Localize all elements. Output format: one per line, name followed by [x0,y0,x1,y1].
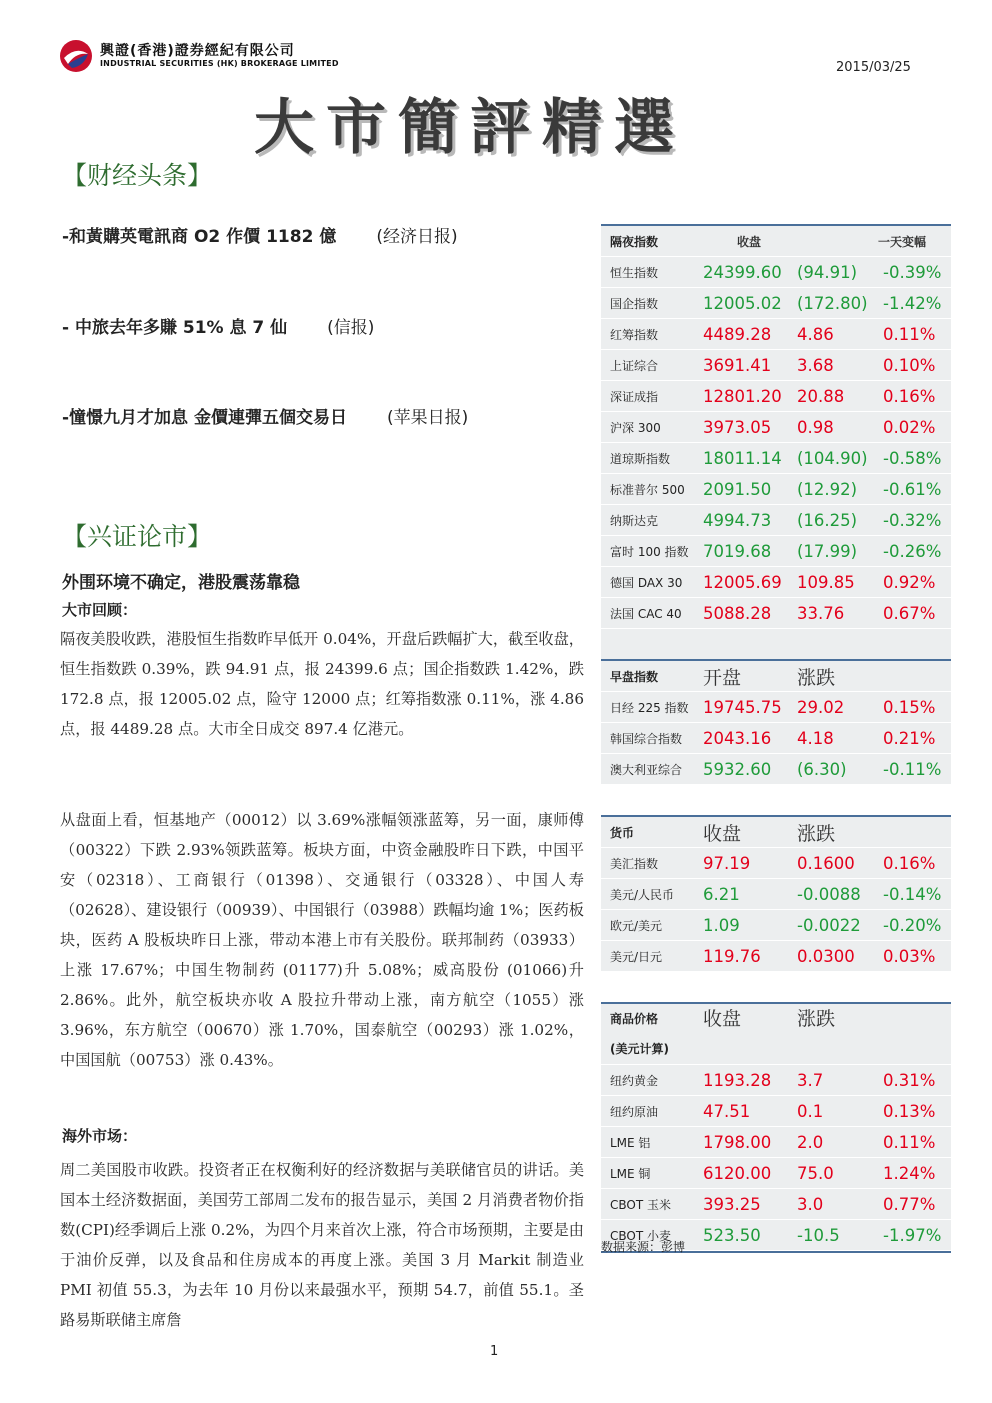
table-spacer [601,629,951,659]
sector-review-paragraph: 从盘面上看，恒基地产（00012）以 3.69%涨幅领涨蓝筹，另一面，康师傅（00322）下跌 2.93%领跌蓝筹。板块方面，中资金融股昨日下跌，中国平安（02318）、工商银行（01398）、交通银行（03328）、中国人寿（02628）、建设银行（00939）、中国银行（03988）跌幅均逾 1%；医药板块，医药 A 股板块昨日上涨，带动本港上市有关股份。联邦制药（03933）上涨 17.67%；中国生物制药 (01177)升 5.08%；威高股份 (01066)升 2.86%。此外，航空板块亦收 A 股拉升带动上涨，南方航空（1055）涨 3.96%，东方航空（00670）涨 1.70%，国泰航空（00293）涨 1.02%，中国国航（00753）涨 0.43%。 [60,811,584,1069]
table-row [601,1189,951,1220]
row-pct-cell: 1.24% [883,1163,936,1183]
row-name-cell: 美元/日元 [610,949,663,964]
header-cell: 涨跌 [797,822,836,845]
row-close-cell: 5088.28 [703,603,772,623]
row-change-cell: 2.0 [797,1132,824,1152]
row-close-cell: 4994.73 [703,510,772,530]
row-change-cell: -0.0088 [797,884,861,904]
row-pct-cell: 0.67% [883,603,936,623]
report-date: 2015/03/25 [836,60,911,75]
row-close-cell: 3973.05 [703,417,772,437]
header-note: (美元计算) [610,1042,669,1056]
company-logo-icon [58,38,94,74]
row-close-cell: 12801.20 [703,386,782,406]
row-close-cell: 47.51 [703,1101,751,1121]
headline-source: (苹果日报) [386,408,469,428]
table-row [601,288,951,319]
table-row [601,536,951,567]
row-close-cell: 12005.69 [703,572,782,592]
row-pct-cell: -0.58% [883,448,942,468]
table-header-row [601,817,951,848]
row-change-cell: -0.0022 [797,915,861,935]
row-change-cell: 4.86 [797,324,834,344]
page-title: 大市簡評精選 [254,93,686,163]
row-change-cell: 3.0 [797,1194,824,1214]
morning-rows [601,692,951,785]
row-pct-cell: -0.61% [883,479,942,499]
row-name-cell: 恒生指数 [610,265,659,280]
overnight-rows [601,257,951,629]
table-row [601,941,951,972]
row-pct-cell: 0.21% [883,728,936,748]
row-close-cell: 6120.00 [703,1163,772,1183]
row-change-cell: 0.1600 [797,853,855,873]
header-cell: 商品价格 [610,1012,659,1026]
row-close-cell: 97.19 [703,853,751,873]
row-pct-cell: 0.03% [883,946,936,966]
row-close-cell: 1193.28 [703,1070,772,1090]
row-name-cell: CBOT 玉米 [610,1197,671,1212]
row-change-cell: 33.76 [797,603,845,623]
header-cell: 早盘指数 [610,669,659,684]
row-name-cell: LME 铝 [610,1135,651,1150]
header-cell: 收盘 [736,234,761,249]
table-row [601,1065,951,1096]
header-cell: 隔夜指数 [610,234,659,249]
headline-text: -和黃購英電訊商 O2 作價 1182 億 [62,227,337,247]
page-number: 1 [490,1344,499,1359]
row-change-cell: 20.88 [797,386,845,406]
table-row [601,692,951,723]
header-cell: 收盘 [703,822,742,845]
row-pct-cell: -0.39% [883,262,942,282]
table-row [601,350,951,381]
news-section-title: 【财经头条】 [62,161,213,190]
row-name-cell: 韩国综合指数 [610,731,683,746]
headline-text: -憧憬九月才加息 金價連彈五個交易日 [62,408,347,428]
table-header-row [601,1004,951,1065]
company-name-en: INDUSTRIAL SECURITIES (HK) BROKERAGE LIMITED [100,59,339,68]
table-row [601,381,951,412]
table-row [601,754,951,785]
row-change-cell: 0.98 [797,417,834,437]
row-close-cell: 5932.60 [703,759,772,779]
header-cell: 一天变幅 [877,234,926,249]
commodity-block [601,1002,951,1253]
table-row [601,910,951,941]
row-change-cell: (17.99) [797,541,858,561]
row-pct-cell: -0.14% [883,884,942,904]
table-row [601,1158,951,1189]
row-change-cell: 3.68 [797,355,834,375]
row-pct-cell: -0.32% [883,510,942,530]
row-close-cell: 12005.02 [703,293,782,313]
headline-text: - 中旅去年多賺 51% 息 7 仙 [62,318,288,338]
row-pct-cell: -0.20% [883,915,942,935]
row-change-cell: 4.18 [797,728,834,748]
table-row [601,598,951,629]
commodity-rows [601,1065,951,1251]
row-name-cell: 美元/人民币 [610,887,675,902]
row-change-cell: (104.90) [797,448,868,468]
row-close-cell: 19745.75 [703,697,782,717]
row-name-cell: 标准普尔 500 [610,482,685,497]
row-name-cell: 纽约黄金 [610,1073,659,1088]
table-row [601,567,951,598]
market-review-paragraph: 隔夜美股收跌，港股恒生指数昨早低开 0.04%，开盘后跌幅扩大，截至收盘，恒生指数跌 0.39%，跌 94.91 点，报 24399.6 点；国企指数跌 1.42%，跌 172.8 点，报 12005.02 点，险守 12000 点；红筹指数涨 0.11%，涨 4.86 点，报 4489.28 点。大市全日成交 897.4 亿港元。 [60,630,584,738]
row-change-cell: (16.25) [797,510,858,530]
row-close-cell: 1.09 [703,915,740,935]
overseas-market-paragraph: 周二美国股市收跌。投资者正在权衡利好的经济数据与美联储官员的讲话。美国本土经济数据面，美国劳工部周二发布的报告显示，美国 2 月消费者物价指数(CPI)经季调后上涨 0.2%，为四个月来首次上涨，符合市场预期，主要是由于油价反弹，以及食品和住房成本的再度上涨。美国 3 月 Markit 制造业 PMI 初值 55.3，为去年 10 月份以来最强水平，预期 54.7，前值 55.1。圣路易斯联储主席詹 [60,1161,584,1329]
market-data-table [601,224,951,1253]
table-row [601,257,951,288]
row-change-cell: -10.5 [797,1225,840,1245]
row-name-cell: 富时 100 指数 [610,544,689,559]
row-name-cell: 澳大利亚综合 [610,762,683,777]
row-name-cell: 德国 DAX 30 [610,575,683,590]
row-pct-cell: 0.11% [883,1132,936,1152]
currency-rows [601,848,951,972]
row-pct-cell: 0.13% [883,1101,936,1121]
header-cell: 涨跌 [797,1008,836,1030]
table-row [601,1127,951,1158]
table-row [601,443,951,474]
headline-item [62,222,458,247]
row-close-cell: 24399.60 [703,262,782,282]
row-change-cell: (6.30) [797,759,847,779]
row-change-cell: (12.92) [797,479,858,499]
row-name-cell: 深证成指 [610,389,659,404]
row-change-cell: 75.0 [797,1163,834,1183]
row-pct-cell: 0.11% [883,324,936,344]
row-name-cell: 红筹指数 [610,327,659,342]
row-change-cell: 3.7 [797,1070,824,1090]
headline-source: (经济日报) [376,227,458,247]
row-close-cell: 393.25 [703,1194,761,1214]
row-name-cell: 纳斯达克 [610,513,659,528]
row-pct-cell: 0.16% [883,853,936,873]
row-close-cell: 4489.28 [703,324,772,344]
table-row [601,505,951,536]
row-close-cell: 523.50 [703,1225,761,1245]
row-pct-cell: -1.97% [883,1225,942,1245]
table-row [601,879,951,910]
row-close-cell: 6.21 [703,884,740,904]
row-pct-cell: 0.31% [883,1070,936,1090]
row-name-cell: 沪深 300 [610,420,661,435]
row-change-cell: 0.1 [797,1101,824,1121]
row-pct-cell: -0.11% [883,759,942,779]
row-name-cell: LME 铜 [610,1166,651,1181]
row-name-cell: CBOT 小麦 [610,1228,671,1243]
row-pct-cell: -0.26% [883,541,942,561]
row-close-cell: 119.76 [703,946,761,966]
company-name-cn: 興證(香港)證券經紀有限公司 [100,43,295,59]
table-row [601,412,951,443]
row-pct-cell: 0.15% [883,697,936,717]
table-row [601,474,951,505]
row-name-cell: 法国 CAC 40 [610,606,682,621]
table-row [601,723,951,754]
commentary-section-title: 【兴证论市】 [62,522,213,551]
row-name-cell: 欧元/美元 [610,918,663,933]
row-close-cell: 2043.16 [703,728,772,748]
headline-item [62,313,374,338]
header-cell: 收盘 [703,1008,742,1030]
row-change-cell: (172.80) [797,293,868,313]
row-close-cell: 2091.50 [703,479,772,499]
table-row [601,848,951,879]
row-pct-cell: 0.77% [883,1194,936,1214]
headline-item [62,403,468,428]
row-close-cell: 1798.00 [703,1132,772,1152]
row-name-cell: 纽约原油 [610,1104,659,1119]
table-header-row [601,661,951,692]
row-pct-cell: 0.16% [883,386,936,406]
row-change-cell: 0.0300 [797,946,855,966]
morning-index-block [601,659,951,785]
row-change-cell: 109.85 [797,572,855,592]
table-row [601,1096,951,1127]
row-close-cell: 7019.68 [703,541,772,561]
row-name-cell: 美汇指数 [610,856,659,871]
currency-block [601,815,951,972]
market-review-label: 大市回顾： [62,601,138,619]
header-cell: 涨跌 [797,666,836,689]
row-pct-cell: 0.92% [883,572,936,592]
row-pct-cell: 0.10% [883,355,936,375]
header-cell: 货币 [610,825,635,840]
overnight-index-block [601,224,951,659]
row-name-cell: 国企指数 [610,296,659,311]
headline-source: (信报) [327,318,375,338]
data-source-note: 数据来源：彭博 [601,1240,686,1254]
row-close-cell: 3691.41 [703,355,772,375]
row-change-cell: (94.91) [797,262,858,282]
row-name-cell: 日经 225 指数 [610,700,689,715]
row-close-cell: 18011.14 [703,448,782,468]
article-title: 外围环境不确定，港股震荡靠稳 [62,573,300,593]
row-pct-cell: 0.02% [883,417,936,437]
table-header-row [601,226,951,257]
row-name-cell: 道琼斯指数 [610,451,671,466]
table-row [601,319,951,350]
row-pct-cell: -1.42% [883,293,942,313]
header-cell: 开盘 [703,666,742,689]
overseas-market-label: 海外市场： [62,1127,138,1145]
row-change-cell: 29.02 [797,697,845,717]
row-name-cell: 上证综合 [610,358,659,373]
